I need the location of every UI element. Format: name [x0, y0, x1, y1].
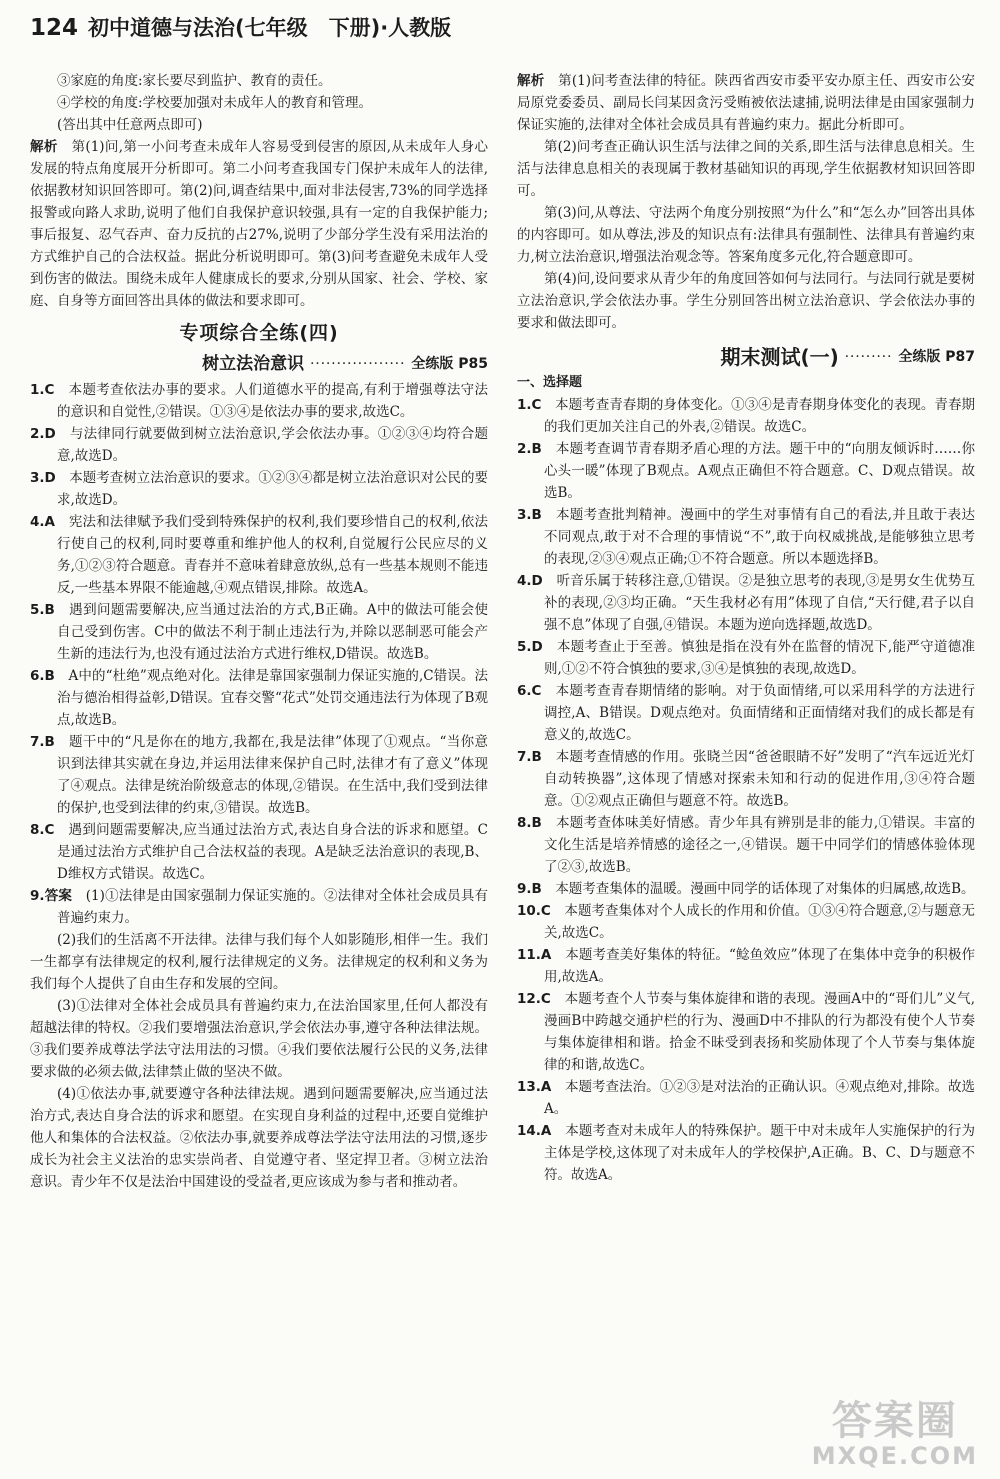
- answer-item: [517, 636, 975, 680]
- item-text: 本题考查调节青春期矛盾心理的方法。题干中的“向朋友倾诉时……你心头一暖”体现了B观点。A观点正确但不符合题意。C、D观点错误。故选B。: [544, 441, 976, 501]
- paragraph: 第(2)问考查正确认识生活与法律之间的关系,即生活与法律息息相关。生活与法律息息相关的表现属于教材基础知识的再现,学生依据教材知识回答即可。: [517, 139, 975, 199]
- subsection-name: 树立法治意识: [202, 354, 305, 374]
- analysis-paragraph: [30, 136, 488, 312]
- answer-item: [517, 900, 975, 944]
- item-number: 6.C: [517, 683, 542, 699]
- item-number: 4.D: [517, 573, 543, 589]
- item-text: 本题考查个人节奏与集体旋律和谐的表现。漫画A中的“哥们儿”义气,漫画B中跨越交通护栏的行为、漫画D中不排队的行为都没有使个人节奏与集体旋律相和谐。拾金不昧受到表扬和奖励体现了个人节奏与集体旋律的和谐,故选C。: [544, 991, 976, 1073]
- answer-item: [30, 599, 488, 665]
- item-number: 3.D: [30, 470, 56, 486]
- item-number: 9.B: [517, 881, 542, 897]
- answer-item: [30, 511, 488, 599]
- item-number: 5.D: [517, 639, 543, 655]
- item-number: 8.B: [517, 815, 542, 831]
- watermark-line1: 答案圈: [831, 1398, 958, 1444]
- part-label: 一、选择题: [517, 375, 583, 390]
- answer-item: [517, 504, 975, 570]
- item-text: 宪法和法律赋予我们受到特殊保护的权利,我们要珍惜自己的权利,依法行使自己的权利,同时要尊重和维护他人的权利,自觉履行公民应尽的义务,①②③符合题意。青春并不意味着肆意放纵,总有一些基本规则不能违反,一些基本界限不能逾越,④观点错误,排除。故选A。: [57, 514, 488, 596]
- answer-paragraph: (4)①依法办事,就要遵守各种法律法规。遇到问题需要解决,应当通过法治方式,表达自身合法的诉求和愿望。在实现自身利益的过程中,还要自觉维护他人和集体的合法权益。②依法办事,就要养成尊法学法守法用法的习惯,逐步成长为社会主义法治的忠实崇尚者、自觉遵守者、坚定捍卫者。③树立法治意识。青少年不仅是法治中国建设的受益者,更应该成为参与者和推动者。: [30, 1086, 488, 1190]
- item-number: 13.A: [517, 1079, 552, 1095]
- item-text: 听音乐属于转移注意,①错误。②是独立思考的表现,③是男女生优势互补的表现,②③均正确。“天生我材必有用”体现了自信,“天行健,君子以自强不息”体现了自强,④错误。本题为逆向选择题,故选D。: [544, 573, 976, 633]
- item-text: 遇到问题需要解决,应当通过法治的方式,B正确。A中的做法可能会使自己受到伤害。C中的做法不利于制止违法行为,并除以恶制恶可能会产生新的违法行为,也没有通过法治方式进行维权,D错误。故选B。: [57, 602, 488, 662]
- answer-item: [517, 988, 975, 1076]
- item-number: 14.A: [517, 1123, 552, 1139]
- leader-dots: ·········: [844, 349, 893, 365]
- item-number: 2.B: [517, 441, 542, 457]
- leader-dots: ··················: [310, 356, 406, 372]
- book-title: 初中道德与法治(七年级 下册)·人教版: [88, 16, 452, 40]
- item-number: 3.B: [517, 507, 542, 523]
- page-reference: 全练版 P87: [898, 349, 975, 365]
- analysis-paragraph: [517, 70, 975, 136]
- answer-label: 9.答案: [30, 888, 73, 904]
- analysis-text: 第(1)问考查法律的特征。陕西省西安市委平安办原主任、西安市公安局原党委委员、副局长闫某因贪污受贿被依法逮捕,说明法律是由国家强制力保证实施的,法律对全体社会成员具有普遍约束力。据此分析即可。: [517, 73, 976, 133]
- section-heading: [517, 340, 975, 368]
- left-column: [30, 70, 488, 1193]
- item-number: 5.B: [30, 602, 55, 618]
- answer-item: [517, 680, 975, 746]
- answer-text: (1)①法律是由国家强制力保证实施的。②法律对全体社会成员具有普遍约束力。: [57, 888, 489, 926]
- subsection-heading: [30, 347, 488, 375]
- analysis-text: 第(1)问,第一小问考查未成年人容易受到侵害的原因,从未成年人身心发展的特点角度展开分析即可。第二小问考查我国专门保护未成年人的法律,依据教材知识回答即可。第(2)问,调查结果中,面对非法侵害,73%的同学选择报警或向路人求助,说明了他们自我保护意识较强,具有一定的自我保护能力;事后报复、忍气吞声、奋力反抗的占27%,说明了少部分学生没有采用法治的方式维护自己的合法权益。据此分析说明即可。第(3)问考查避免未成年人受到伤害的做法。围绕未成年人健康成长的要求,分别从国家、社会、学校、家庭、自身等方面回答出具体的做法和要求即可。: [30, 139, 488, 309]
- answer-item: [30, 665, 488, 731]
- item-number: 6.B: [30, 668, 55, 684]
- item-number: 1.C: [517, 397, 542, 413]
- item-number: 2.D: [30, 426, 56, 442]
- item-text: 本题考查美好集体的特征。“鲶鱼效应”体现了在集体中竞争的积极作用,故选A。: [544, 947, 976, 985]
- paragraph: 第(3)问,从尊法、守法两个角度分别按照“为什么”和“怎么办”回答出具体的内容即可。如从尊法,涉及的知识点有:法律具有强制性、法律具有普遍约束力,树立法治意识,增强法治观念等。答案角度多元化,符合题意即可。: [517, 205, 975, 265]
- answer-item: [30, 885, 488, 929]
- answer-paragraph: (2)我们的生活离不开法律。法律与我们每个人如影随形,相伴一生。我们一生都享有法律规定的权利,履行法律规定的义务。法律规定的权利和义务为我们每个人提供了自由生存和发展的空间。: [30, 932, 488, 992]
- item-text: 本题考查青春期的身体变化。①③④是青春期身体变化的表现。青春期的我们更加关注自己的外表,②错误。故选C。: [544, 397, 976, 435]
- item-text: 遇到问题需要解决,应当通过法治方式,表达自身合法的诉求和愿望。C是通过法治方式维护自己合法权益的表现。A是缺乏法治意识的表现,B、D维权方式错误。故选C。: [57, 822, 488, 882]
- page-reference: 全练版 P85: [411, 356, 488, 372]
- answer-item: [517, 746, 975, 812]
- answer-item: [517, 878, 975, 900]
- item-text: 本题考查批判精神。漫画中的学生对事情有自己的看法,并且敢于表达不同观点,敢于对不合理的事情说“不”,敢于向权威挑战,是能够独立思考的表现,②③④观点正确;①不符合题意。所以本题选择B。: [544, 507, 976, 567]
- answer-item: [30, 423, 488, 467]
- answer-item: [30, 819, 488, 885]
- item-text: A中的“杜绝”观点绝对化。法律是靠国家强制力保证实施的,C错误。法治与德治相得益彰,D错误。宜春交警“花式”处罚交通违法行为体现了B观点,故选B。: [57, 668, 488, 728]
- item-text: 本题考查体味美好情感。青少年具有辨别是非的能力,①错误。丰富的文化生活是培养情感的途径之一,④错误。题干中同学们的情感体验体现了②③,故选B。: [544, 815, 976, 875]
- page-number: 124: [30, 15, 79, 41]
- item-number: 1.C: [30, 382, 55, 398]
- item-text: 本题考查对未成年人的特殊保护。题干中对未成年人实施保护的行为主体是学校,这体现了对未成年人的学校保护,A正确。B、C、D与题意不符。故选A。: [544, 1123, 976, 1183]
- watermark-logo: [812, 1399, 978, 1469]
- answer-paragraph: (3)①法律对全体社会成员具有普遍约束力,在法治国家里,任何人都没有超越法律的特权。②我们要增强法治意识,学会依法办事,遵守各种法律法规。③我们要养成尊法学法守法用法的习惯。④我们要依法履行公民的义务,法律要求做的必须去做,法律禁止做的坚决不做。: [30, 998, 488, 1080]
- right-column: [517, 70, 975, 1186]
- answer-item: [517, 812, 975, 878]
- item-text: 与法律同行就要做到树立法治意识,学会依法办事。①②③④均符合题意,故选D。: [57, 426, 488, 464]
- item-text: 本题考查树立法治意识的要求。①②③④都是树立法治意识对公民的要求,故选D。: [57, 470, 489, 508]
- item-text: 本题考查法治。①②③是对法治的正确认识。④观点绝对,排除。故选A。: [544, 1079, 976, 1117]
- section-title: 专项综合全练(四): [179, 322, 339, 344]
- paragraph: ④学校的角度:学校要加强对未成年人的教育和管理。: [57, 95, 373, 111]
- item-text: 题干中的“凡是你在的地方,我都在,我是法律”体现了①观点。“当你意识到法律其实就在身边,并运用法律来保护自己时,法律才有了意义”体现了④观点。法律是统治阶级意志的体现,②错误。在生活中,我们受到法律的保护,也受到法律的约束,③错误。故选B。: [57, 734, 488, 816]
- page-header: [30, 12, 451, 42]
- item-text: 本题考查青春期情绪的影响。对于负面情绪,可以采用科学的方法进行调控,A、B错误。D观点绝对。负面情绪和正面情绪对我们的成长都是有意义的,故选C。: [544, 683, 976, 743]
- item-number: 12.C: [517, 991, 551, 1007]
- item-number: 7.B: [30, 734, 55, 750]
- item-number: 8.C: [30, 822, 55, 838]
- watermark-line2: MXQE.COM: [811, 1442, 978, 1470]
- answer-item: [517, 570, 975, 636]
- answer-item: [517, 1076, 975, 1120]
- item-text: 本题考查依法办事的要求。人们道德水平的提高,有利于增强尊法守法的意识和自觉性,②错误。①③④是依法办事的要求,故选C。: [57, 382, 489, 420]
- item-number: 11.A: [517, 947, 552, 963]
- paragraph: (答出其中任意两点即可): [57, 117, 203, 133]
- answer-item: [30, 379, 488, 423]
- analysis-label: 解析: [517, 73, 545, 89]
- analysis-label: 解析: [30, 139, 58, 155]
- paragraph: ③家庭的角度:家长要尽到监护、教育的责任。: [57, 73, 332, 89]
- answer-item: [30, 467, 488, 511]
- item-text: 本题考查情感的作用。张晓兰因“爸爸眼睛不好”发明了“汽车远近光灯自动转换器”,这体现了情感对探索未知和行动的促进作用,③④符合题意。①②观点正确但与题意不符。故选B。: [544, 749, 975, 809]
- item-number: 4.A: [30, 514, 55, 530]
- answer-item: [517, 394, 975, 438]
- answer-item: [517, 438, 975, 504]
- item-text: 本题考查止于至善。慎独是指在没有外在监督的情况下,能严守道德准则,①②不符合慎独的要求,③④是慎独的表现,故选D。: [544, 639, 975, 677]
- answer-item: [30, 731, 488, 819]
- answer-item: [517, 944, 975, 988]
- item-number: 10.C: [517, 903, 551, 919]
- paragraph: 第(4)问,设问要求从青少年的角度回答如何与法同行。与法同行就是要树立法治意识,学会依法办事。学生分别回答出树立法治意识、学会依法办事的要求和做法即可。: [517, 271, 975, 331]
- answer-item: [517, 1120, 975, 1186]
- item-number: 7.B: [517, 749, 542, 765]
- section-title: 期末测试(一): [720, 345, 839, 369]
- item-text: 本题考查集体的温暖。漫画中同学的话体现了对集体的归属感,故选B。: [555, 881, 975, 897]
- item-text: 本题考查集体对个人成长的作用和价值。①③④符合题意,②与题意无关,故选C。: [544, 903, 976, 941]
